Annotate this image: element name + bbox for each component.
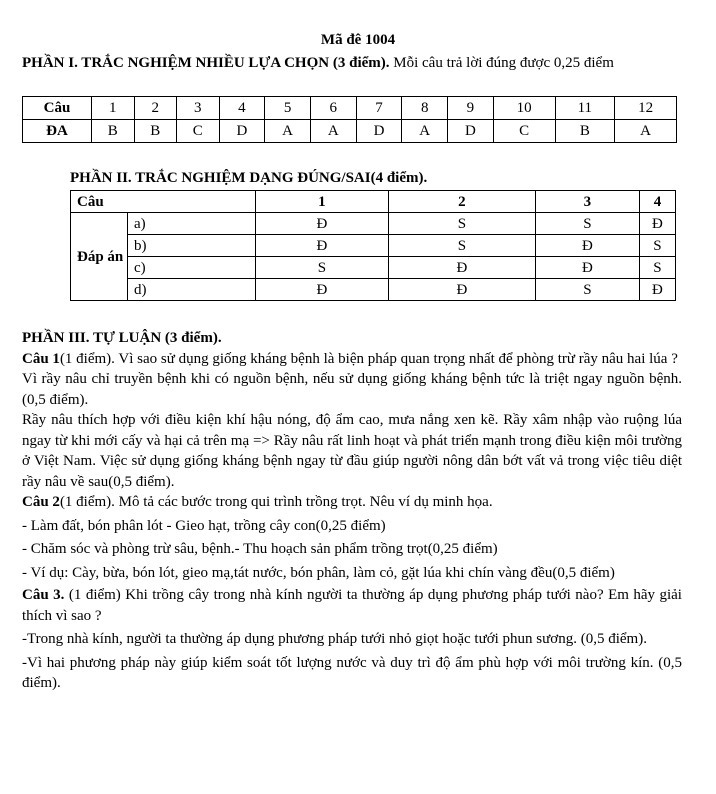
- question-number: 12: [615, 97, 677, 120]
- question-number: 1: [92, 97, 135, 120]
- part2-cell: Đ: [388, 257, 535, 279]
- part1-instruction: Mỗi câu trả lời đúng được 0,25 điểm: [389, 55, 614, 71]
- question-3-answer-1: -Trong nhà kính, người ta thường áp dụng phương pháp tưới nhỏ giọt hoặc tưới phun sương. (0,5 điểm).: [22, 631, 647, 647]
- answer-cell: B: [134, 120, 177, 143]
- answer-cell: D: [448, 120, 494, 143]
- question-number: 5: [265, 97, 311, 120]
- part2-cell: S: [535, 213, 639, 235]
- part2-cell: S: [388, 235, 535, 257]
- answer-row-label: ĐA: [23, 120, 92, 143]
- part2-question-number: 3: [535, 191, 639, 213]
- part2-cell: Đ: [535, 257, 639, 279]
- part2-header-label: Câu: [71, 191, 256, 213]
- question-number: 2: [134, 97, 177, 120]
- part2-cell: Đ: [255, 279, 388, 301]
- part2-row: [71, 279, 676, 301]
- question-2: [22, 492, 682, 513]
- part2-cell: S: [535, 279, 639, 301]
- part2-question-number: 4: [639, 191, 675, 213]
- part2-cell: Đ: [388, 279, 535, 301]
- question-3-answer-2: -Vì hai phương pháp này giúp kiểm soát tốt lượng nước và duy trì độ ẩm phù hợp với môi trường kín. (0,5 điểm).: [22, 654, 682, 691]
- answer-cell: C: [177, 120, 220, 143]
- answer-cell: A: [615, 120, 677, 143]
- question-1-answer-1: Vì rầy nâu chỉ truyền bệnh khi có nguồn bệnh, nếu sử dụng giống kháng bệnh tức là triệt ngay nguồn bệnh. (0,5 điểm).: [22, 371, 682, 408]
- question-1-answer-2: Rầy nâu thích hợp với điều kiện khí hậu nóng, độ ẩm cao, mưa nắng xen kẽ. Rầy xâm nhập vào ruộng lúa ngay từ khi mới cấy và hại cả trên mạ => Rầy nâu rất linh hoạt và phát triển mạnh trong điều kiện môi trường ở Việt Nam. Việc sử dụng giống kháng bệnh ngay từ đầu giúp người nông dân bớt vất vả trong việc tiêu diệt rầy nâu về sau(0,5 điểm).: [22, 412, 682, 490]
- part2-answer-table: [70, 190, 676, 301]
- question-number: 11: [555, 97, 615, 120]
- question-3-label: Câu 3.: [22, 587, 65, 603]
- answer-cell: B: [555, 120, 615, 143]
- part2-sub-label: a): [128, 213, 256, 235]
- answer-cell: A: [265, 120, 311, 143]
- answer-cell: A: [310, 120, 356, 143]
- question-number: 6: [310, 97, 356, 120]
- question-2-label: Câu 2: [22, 494, 60, 510]
- part2-header-row: [71, 191, 676, 213]
- answer-cell: C: [493, 120, 555, 143]
- part2-sub-label: d): [128, 279, 256, 301]
- part2-title: PHẦN II. TRẮC NGHIỆM DẠNG ĐÚNG/SAI(4 điểm).: [70, 170, 428, 186]
- question-2-answer-2: - Chăm sóc và phòng trừ sâu, bệnh.- Thu hoạch sản phẩm trồng trọt(0,25 điểm): [22, 541, 498, 557]
- question-number: 7: [356, 97, 402, 120]
- question-2-answer-3: - Ví dụ: Cày, bừa, bón lót, gieo mạ,tát nước, bón phân, làm cỏ, gặt lúa khi chín vàng đều(0,5 điểm): [22, 564, 615, 581]
- part1-answer-row: [23, 120, 677, 143]
- answer-cell: A: [402, 120, 448, 143]
- part1-heading: [22, 53, 692, 73]
- part2-row: [71, 257, 676, 279]
- part2-sub-label: b): [128, 235, 256, 257]
- part2-cell: S: [255, 257, 388, 279]
- part2-answer-label: Đáp án: [71, 213, 128, 301]
- part2-cell: Đ: [639, 279, 675, 301]
- answer-cell: D: [219, 120, 265, 143]
- question-1: [22, 349, 682, 370]
- part2-question-number: 1: [255, 191, 388, 213]
- part2-cell: Đ: [255, 235, 388, 257]
- part2-cell: S: [388, 213, 535, 235]
- part2-cell: S: [639, 235, 675, 257]
- part1-question-row: [23, 97, 677, 120]
- question-number: 9: [448, 97, 494, 120]
- part2-cell: Đ: [535, 235, 639, 257]
- part1-title: PHẦN I. TRẮC NGHIỆM NHIỀU LỰA CHỌN (3 điểm).: [22, 55, 390, 71]
- part1-answer-table: [22, 96, 677, 143]
- part2-cell: S: [639, 257, 675, 279]
- question-number: 10: [493, 97, 555, 120]
- part3-title: PHẦN III. TỰ LUẬN (3 điểm).: [22, 330, 222, 346]
- part2-row: [71, 213, 676, 235]
- part2-cell: Đ: [255, 213, 388, 235]
- question-number: 8: [402, 97, 448, 120]
- question-row-label: Câu: [23, 97, 92, 120]
- part2-sub-label: c): [128, 257, 256, 279]
- part3-section: [22, 328, 682, 694]
- question-number: 4: [219, 97, 265, 120]
- part2-question-number: 2: [388, 191, 535, 213]
- question-2-text: (1 điểm). Mô tả các bước trong qui trình trồng trọt. Nêu ví dụ minh họa.: [59, 494, 493, 510]
- part2-cell: Đ: [639, 213, 675, 235]
- question-3-text: (1 điểm) Khi trồng cây trong nhà kính người ta thường áp dụng phương pháp tưới nào? Em hãy giải thích vì sao ?: [22, 587, 682, 624]
- question-number: 3: [177, 97, 220, 120]
- answer-cell: B: [92, 120, 135, 143]
- question-2-answer-1: - Làm đất, bón phân lót - Gieo hạt, trồng cây con(0,25 điểm): [22, 517, 386, 534]
- answer-cell: D: [356, 120, 402, 143]
- part2-row: [71, 235, 676, 257]
- question-1-text: (1 điểm). Vì sao sử dụng giống kháng bệnh là biện pháp quan trọng nhất để phòng trừ rầy nâu hai lúa ?: [59, 350, 678, 367]
- question-1-label: Câu 1: [22, 350, 60, 367]
- exam-code: Mã đê 1004: [320, 32, 396, 48]
- question-3: [22, 585, 682, 626]
